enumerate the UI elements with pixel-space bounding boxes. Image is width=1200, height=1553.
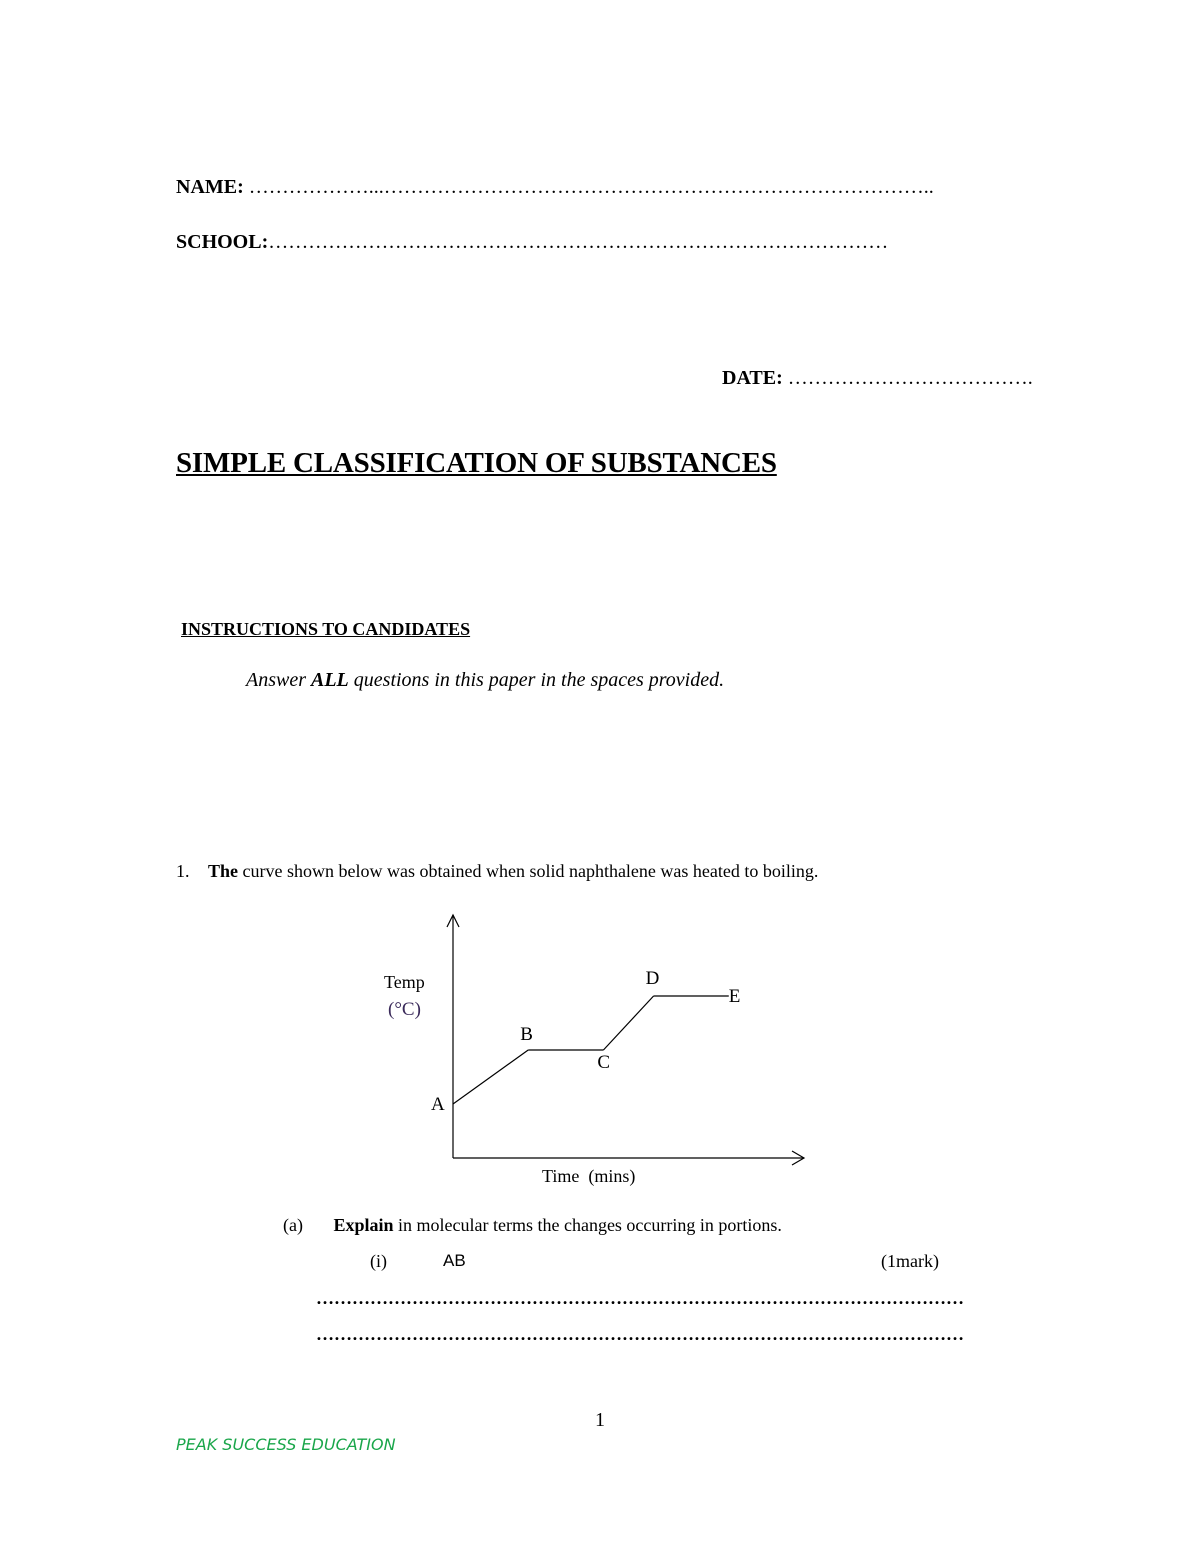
point-label-D: D	[645, 968, 660, 989]
name-label: NAME:	[176, 176, 244, 198]
instructions-text	[246, 669, 724, 692]
question-1-lead: The	[208, 861, 239, 881]
footer-text: PEAK SUCCESS EDUCATION	[176, 1435, 396, 1454]
page-number: 1	[595, 1409, 605, 1431]
x-axis-label: Time (mins)	[542, 1166, 636, 1186]
instructions-text-start: Answer	[246, 669, 311, 691]
curve-segment-AB	[453, 1050, 528, 1104]
name-field	[176, 176, 934, 199]
question-number: 1.	[176, 861, 190, 881]
question-1-text	[208, 861, 818, 881]
y-axis-label-line2: (°C)	[388, 999, 421, 1020]
point-label-B: B	[520, 1024, 533, 1045]
sub-question-i-label: (i)	[370, 1251, 387, 1271]
part-a-body: in molecular terms the changes occurring in portions.	[393, 1215, 782, 1235]
name-blank: ………………...………………………………………………………………………..	[248, 176, 934, 198]
point-label-A: A	[431, 1094, 445, 1115]
instructions-text-all: ALL	[311, 669, 349, 691]
date-label: DATE:	[722, 367, 783, 389]
point-label-C: C	[597, 1052, 611, 1073]
question-1	[176, 861, 818, 882]
part-a-label: (a)	[283, 1215, 303, 1235]
date-field	[722, 367, 1033, 390]
curve-layer	[431, 968, 740, 1115]
instructions-text-end: questions in this paper in the spaces provided.	[348, 669, 725, 691]
page-title: SIMPLE CLASSIFICATION OF SUBSTANCES	[176, 447, 777, 479]
y-axis-label-line1: Temp	[384, 972, 425, 992]
answer-line-1: ………………………………………………………………………………………………	[316, 1288, 964, 1308]
school-blank: …………………………………………………………………………………	[268, 231, 889, 253]
question-1-body: curve shown below was obtained when solid naphthalene was heated to boiling.	[238, 861, 819, 881]
sub-question-i-portion: AB	[443, 1251, 466, 1270]
instructions-heading: INSTRUCTIONS TO CANDIDATES	[181, 619, 471, 639]
school-label: SCHOOL:	[176, 231, 269, 253]
school-field	[176, 231, 888, 254]
point-label-E: E	[728, 986, 741, 1007]
answer-line-2: ………………………………………………………………………………………………	[316, 1324, 964, 1344]
sub-question-i-marks: (1mark)	[881, 1251, 939, 1271]
curve-segment-CD	[603, 996, 653, 1050]
part-a-text	[333, 1215, 781, 1235]
heating-curve-chart	[370, 905, 820, 1195]
date-blank: ……………………………….	[787, 367, 1033, 389]
part-a-lead: Explain	[333, 1215, 394, 1235]
part-a	[283, 1215, 782, 1236]
